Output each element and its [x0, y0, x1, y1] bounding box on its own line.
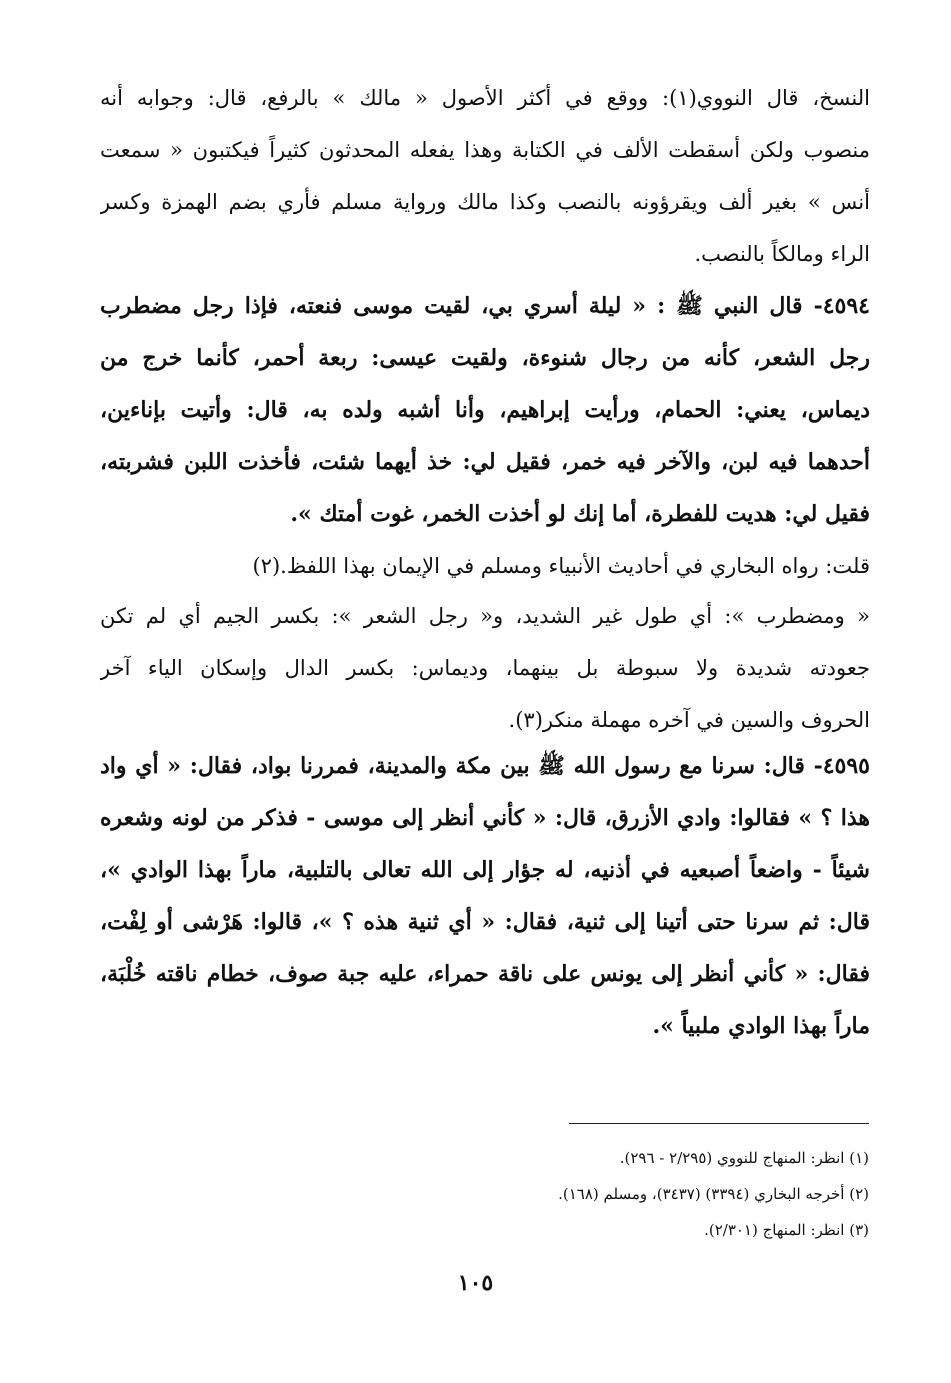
- text-line: أنس » بغير ألف ويقرؤونه بالنصب وكذا مالك ورواية مسلم فأري بضم الهمزة وكسر: [100, 190, 870, 214]
- footnote-separator: [569, 1123, 869, 1124]
- text-line: قلت: رواه البخاري في أحاديث الأنبياء ومسلم في الإيمان بهذا اللفظ.(٢): [252, 554, 870, 578]
- page-body: [100, 72, 870, 1312]
- text-line: الحروف والسين في آخره مهملة منكر(٣).: [508, 708, 870, 732]
- text-line: فقال: « كأني أنظر إلى يونس على ناقة حمراء، عليه جبة صوف، خطام ناقته خُلْبَة،: [100, 961, 870, 987]
- footnotes: [269, 1140, 869, 1248]
- text-line: شيئاً - واضعاً أصبعيه في أذنيه، له جؤار إلى الله تعالى بالتلبية، ماراً بهذا الوادي »،: [100, 857, 870, 883]
- paragraph-commentary-2: [100, 590, 870, 746]
- hadith-4594: [100, 280, 870, 540]
- text-line: ٤٥٩٥- قال: سرنا مع رسول الله ﷺ بين مكة والمدينة، فمررنا بواد، فقال: « أي واد: [100, 753, 870, 779]
- text-line: أحدهما فيه لبن، والآخر فيه خمر، فقيل لي: خذ أيهما شئت، فأخذت اللبن فشربته،: [100, 449, 870, 475]
- hadith-4595: [100, 740, 870, 1052]
- text-line: جعودته شديدة ولا سبوطة بل بينهما، وديماس: بكسر الدال وإسكان الياء آخر: [100, 656, 870, 680]
- paragraph-qultu: [100, 540, 870, 592]
- footnote-1: (١) انظر: المنهاج للنووي (٢/٢٩٥ - ٢٩٦).: [619, 1149, 869, 1167]
- text-line: رجل الشعر، كأنه من رجال شنوءة، ولقيت عيسى: ربعة أحمر، كأنما خرج من: [100, 345, 870, 371]
- text-line: قال: ثم سرنا حتى أتينا إلى ثنية، فقال: « أي ثنية هذه ؟ »، قالوا: هَرْشى أو لِفْت،: [100, 909, 870, 935]
- text-line: هذا ؟ » فقالوا: وادي الأزرق، قال: « كأني أنظر إلى موسى - فذكر من لونه وشعره: [100, 805, 870, 831]
- text-line: فقيل لي: هديت للفطرة، أما إنك لو أخذت الخمر، غوت أمتك ».: [290, 501, 870, 527]
- text-line: « ومضطرب »: أي طول غير الشديد، و« رجل الشعر »: بكسر الجيم أي لم تكن: [100, 604, 870, 628]
- text-line: النسخ، قال النووي(١): ووقع في أكثر الأصول « مالك » بالرفع، قال: وجوابه أنه: [100, 86, 870, 110]
- page-number: ١٠٥: [457, 1270, 494, 1296]
- text-line: منصوب ولكن أسقطت الألف في الكتابة وهذا يفعله المحدثون كثيراً فيكتبون « سمعت: [100, 138, 870, 162]
- text-line: ديماس، يعني: الحمام، ورأيت إبراهيم، وأنا أشبه ولده به، قال: وأتيت بإناءين،: [100, 397, 870, 423]
- footnote-2: (٢) أخرجه البخاري (٣٣٩٤) (٣٤٣٧)، ومسلم (١٦٨).: [558, 1185, 869, 1203]
- paragraph-commentary-1: [100, 72, 870, 280]
- text-line: ماراً بهذا الوادي ملبياً ».: [652, 1013, 870, 1039]
- text-line: الراء ومالكاً بالنصب.: [694, 242, 870, 266]
- footnote-3: (٣) انظر: المنهاج (٢/٣٠١).: [704, 1221, 869, 1239]
- text-line: ٤٥٩٤- قال النبي ﷺ : « ليلة أسري بي، لقيت موسى فنعته، فإذا رجل مضطرب: [100, 293, 870, 319]
